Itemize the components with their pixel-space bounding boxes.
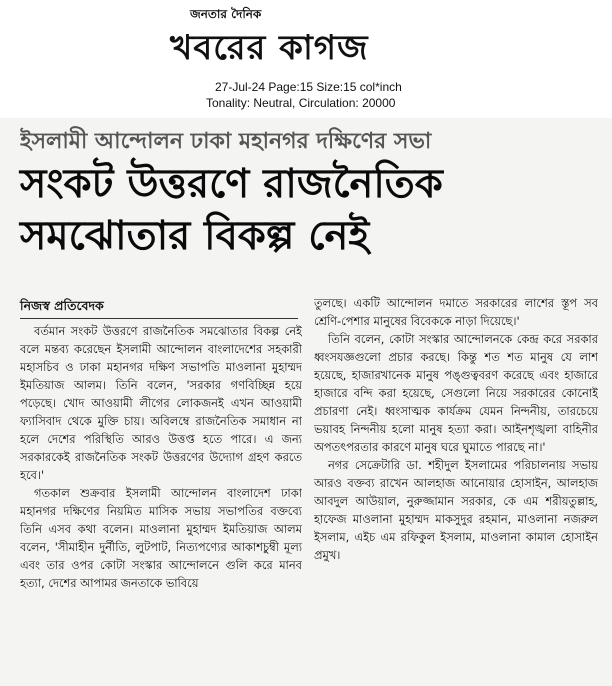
article-paragraph: তুলছে। একটি আন্দোলন দমাতে সরকারের লাশের স্তূপ সব শ্রেণি-পেশার মানুষের বিবেককে নাড়া দিয়েছে।' — [314, 296, 598, 328]
clipping-meta-line2: Tonality: Neutral, Circulation: 20000 — [206, 96, 396, 110]
masthead — [0, 0, 612, 118]
headline-line-1: সংকট উত্তরণে রাজনৈতিক — [20, 161, 443, 207]
byline-divider — [20, 318, 298, 319]
headline-line-2: সমঝোতার বিকল্প নেই — [20, 213, 370, 259]
article-clipping — [0, 118, 612, 686]
clipping-meta-line1: 27-Jul-24 Page:15 Size:15 col*inch — [215, 80, 402, 94]
article-column-left — [20, 322, 302, 682]
article-kicker: ইসলামী আন্দোলন ঢাকা মহানগর দক্ষিণের সভা — [20, 129, 432, 154]
newspaper-logo: খবরের কাগজ — [170, 28, 369, 68]
masthead-tagline: জনতার দৈনিক — [190, 7, 262, 21]
article-paragraph: বর্তমান সংকট উত্তরণে রাজনৈতিক সমঝোতার বিকল্প নেই বলে মন্তব্য করেছেন ইসলামী আন্দোলন বাংলাদেশের সহকারী মহাসচিব ও ঢাকা মহানগর দক্ষিণ সভাপতি মাওলানা মুহাম্মদ ইমতিয়াজ আলম। তিনি বলেন, 'সরকার গণবিচ্ছিন্ন হয়ে পড়েছে। খোদ আওয়ামী লীগের লোকজনই এখন আওয়ামী ফ্যাসিবাদ থেকে মুক্তি চায়। অবিলম্বে রাজনৈতিক সমাধান না হলে দেশের পরিস্থিতি আরও উত্তপ্ত হতে পারে। এ জন্য সরকারকেই রাজনৈতিক সংকট উত্তরণের উদ্যোগ গ্রহণ করতে হবে।' — [20, 324, 302, 482]
article-column-right — [314, 294, 598, 686]
article-headline — [20, 158, 600, 262]
article-byline: নিজস্ব প্রতিবেদক — [20, 298, 104, 313]
article-paragraph: গতকাল শুক্রবার ইসলামী আন্দোলন বাংলাদেশ ঢাকা মহানগর দক্ষিণের নিয়মিত মাসিক সভায় সভাপতির বক্তব্যে তিনি এসব কথা বলেন। মাওলানা মুহাম্মদ ইমতিয়াজ আলম বলেন, 'সীমাহীন দুর্নীতি, লুটপাট, নিত্যপণ্যের আকাশচুম্বী মূল্য এবং তার ওপর কোটা সংস্কার আন্দোলনে গুলি করে মানব হত্যা, দেশের আপামর জনতাকে ভাবিয়ে — [20, 486, 302, 590]
article-paragraph: তিনি বলেন, কোটা সংস্কার আন্দোলনকে কেন্দ্র করে সরকার ধ্বংসযজ্ঞগুলো প্রচার করছে। কিন্তু শত শত মানুষ যে লাশ হয়েছে, হাজারখানেক মানুষ পঙ্গুত্ববরণ করেছে এবং হাজারে হাজারে বন্দি করা হয়েছে, সেগুলো নিয়ে সরকারের কোনোই প্রচারণা নেই। ধ্বংসাত্মক কার্যক্রম যেমন নিন্দনীয়, তারচেয়ে ভয়াবহ নিন্দনীয় হলো মানুষ হত্যা করা। আইনশৃঙ্খলা বাহিনীর অপতৎপরতার কারণে মানুষ ঘরে ঘুমাতে পারছে না।' — [314, 332, 598, 454]
article-paragraph: নগর সেক্রেটারি ডা. শহীদুল ইসলামের পরিচালনায় সভায় আরও বক্তব্য রাখেন আলহাজ আনোয়ার হোসাইন, আলহাজ আবদুল আউয়াল, নুরুজ্জামান সরকার, কে এম শরীয়তুল্লাহ, হাফেজ মাওলানা মুহাম্মদ মাকসুদুর রহমান, মাওলানা নজরুল ইসলাম, এইচ এম রফিকুল ইসলাম, মাওলানা কামাল হোসাইন প্রমুখ। — [314, 458, 598, 562]
